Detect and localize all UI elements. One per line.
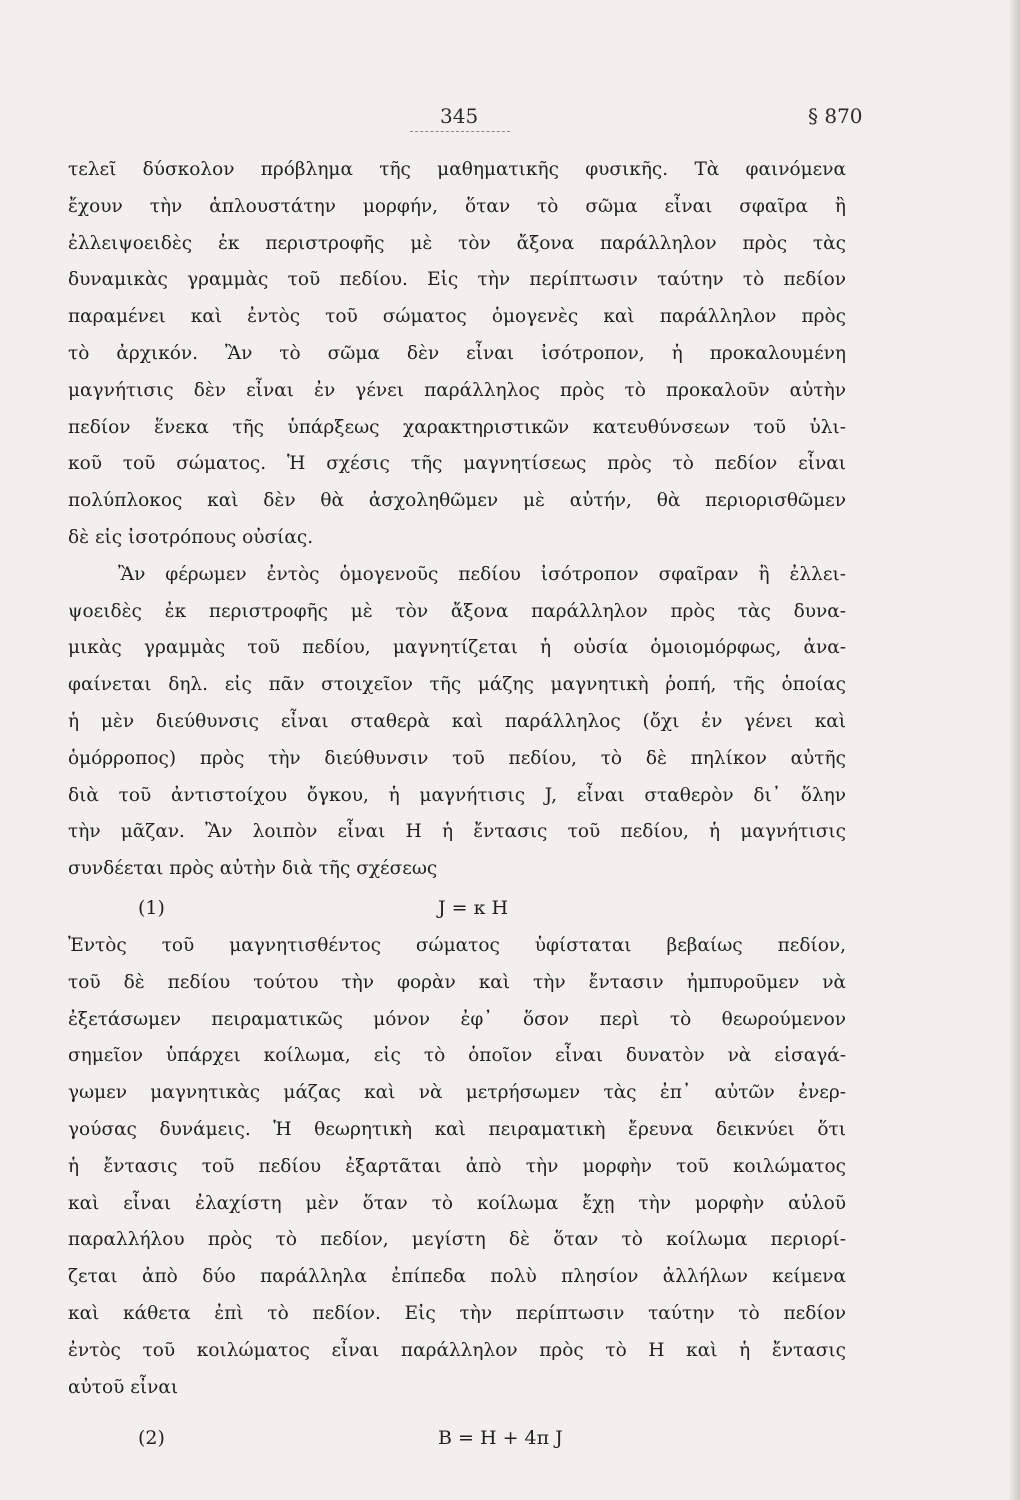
text-line: ἡ ἔντασις τοῦ πεδίου ἐξαρτᾶται ἀπὸ τὴν μορφὴν τοῦ κοιλώματος — [68, 1155, 846, 1177]
text-line: διὰ τοῦ ἀντιστοίχου ὄγκου, ἡ μαγνήτισις J, εἶναι σταθερὸν δι᾽ ὅλην — [68, 784, 846, 806]
text-line: τελεῖ δύσκολον πρόβλημα τῆς μαθηματικῆς φυσικῆς. Τὰ φαινόμενα — [68, 159, 846, 180]
text-line: ἐξετάσωμεν πειραματικῶς μόνον ἐφ᾽ ὅσον περὶ τὸ θεωρούμενον — [68, 1008, 846, 1030]
equation-1 — [68, 888, 846, 928]
equation-expression: B = H + 4π J — [438, 1427, 563, 1450]
text-line: συνδέεται πρὸς αὐτὴν διὰ τῆς σχέσεως — [68, 858, 438, 880]
paragraph-1 — [68, 152, 846, 557]
text-line: τὸ ἀρχικόν. Ἂν τὸ σῶμα δὲν εἶναι ἰσότροπον, ἡ προκαλουμένη — [68, 342, 846, 364]
text-line: σημεῖον ὑπάρχει κοίλωμα, εἰς τὸ ὁποῖον εἶναι δυνατὸν νὰ εἰσαγά- — [68, 1045, 846, 1067]
text-line: γούσας δυνάμεις. Ἡ θεωρητικὴ καὶ πειραματικὴ ἔρευνα δεικνύει ὅτι — [68, 1118, 846, 1140]
paragraph-2 — [68, 557, 846, 888]
body-text — [68, 152, 846, 1458]
text-line: πεδίον ἕνεκα τῆς ὑπάρξεως χαρακτηριστικῶν κατευθύνσεων τοῦ ὑλι- — [68, 416, 846, 438]
equation-expression: J = κ H — [438, 896, 509, 919]
page-number-underline — [410, 131, 510, 132]
page-edge-shadow — [1008, 0, 1020, 1500]
text-line: τοῦ δὲ πεδίου τούτου τὴν φορὰν καὶ τὴν ἔντασιν ἠμπυροῦμεν νὰ — [68, 971, 846, 993]
text-line: παραμένει καὶ ἐντὸς τοῦ σώματος ὁμογενὲς καὶ παράλληλον πρὸς — [68, 306, 846, 328]
paragraph-3 — [68, 928, 846, 1406]
text-line: ζεται ἀπὸ δύο παράλληλα ἐπίπεδα πολὺ πλησίον ἀλλήλων κείμενα — [68, 1266, 846, 1288]
text-line: καὶ κάθετα ἐπὶ τὸ πεδίον. Εἰς τὴν περίπτωσιν ταύτην τὸ πεδίον — [68, 1302, 846, 1324]
text-line: πολύπλοκος καὶ δὲν θὰ ἀσχοληθῶμεν μὲ αὐτήν, θὰ περιορισθῶμεν — [68, 490, 846, 512]
text-line: παραλλήλου πρὸς τὸ πεδίον, μεγίστη δὲ ὅταν τὸ κοίλωμα περιορί- — [68, 1229, 846, 1251]
text-line: γωμεν μαγνητικὰς μάζας καὶ νὰ μετρήσωμεν τὰς ἐπ᾽ αὐτῶν ἐνερ- — [68, 1082, 846, 1104]
text-line: ὁμόρροπος) πρὸς τὴν διεύθυνσιν τοῦ πεδίου, τὸ δὲ πηλίκον αὐτῆς — [68, 747, 846, 769]
text-line: αὐτοῦ εἶναι — [68, 1376, 179, 1398]
page-header — [0, 100, 1020, 140]
text-line: Ἂν φέρωμεν ἐντὸς ὁμογενοῦς πεδίου ἰσότροπον σφαῖραν ἢ ἐλλει- — [118, 563, 846, 585]
text-line: κοῦ τοῦ σώματος. Ἡ σχέσις τῆς μαγνητίσεως πρὸς τὸ πεδίον εἶναι — [68, 453, 846, 475]
equation-number: (2) — [138, 1427, 165, 1450]
section-number: § 870 — [808, 104, 863, 128]
equation-2 — [68, 1418, 846, 1458]
text-line: ἐλλειψοειδὲς ἐκ περιστροφῆς μὲ τὸν ἄξονα παράλληλον πρὸς τὰς — [68, 232, 846, 254]
text-line: δὲ εἰς ἰσοτρόπους οὐσίας. — [68, 526, 314, 548]
text-line: ψοειδὲς ἐκ περιστροφῆς μὲ τὸν ἄξονα παράλληλον πρὸς τὰς δυνα- — [68, 600, 846, 622]
text-line: καὶ εἶναι ἐλαχίστη μὲν ὅταν τὸ κοίλωμα ἔχῃ τὴν μορφὴν αὐλοῦ — [68, 1192, 846, 1214]
text-line: φαίνεται δηλ. εἰς πᾶν στοιχεῖον τῆς μάζης μαγνητικὴ ῥοπή, τῆς ὁποίας — [68, 674, 846, 696]
equation-number: (1) — [138, 896, 165, 919]
text-line: τὴν μᾶζαν. Ἂν λοιπὸν εἶναι H ἡ ἔντασις τοῦ πεδίου, ἡ μαγνήτισις — [68, 821, 846, 843]
text-line: Ἐντὸς τοῦ μαγνητισθέντος σώματος ὑφίσταται βεβαίως πεδίον, — [68, 934, 846, 956]
page-number: 345 — [440, 104, 479, 128]
text-line: δυναμικὰς γραμμὰς τοῦ πεδίου. Εἰς τὴν περίπτωσιν ταύτην τὸ πεδίον — [68, 269, 846, 291]
text-line: μικὰς γραμμὰς τοῦ πεδίου, μαγνητίζεται ἡ οὐσία ὁμοιομόρφως, ἀνα- — [68, 637, 846, 659]
text-line: ἡ μὲν διεύθυνσις εἶναι σταθερὰ καὶ παράλληλος (ὄχι ἐν γένει καὶ — [68, 710, 846, 732]
text-line: ἐντὸς τοῦ κοιλώματος εἶναι παράλληλον πρὸς τὸ H καὶ ἡ ἔντασις — [68, 1339, 846, 1361]
text-line: ἔχουν τὴν ἁπλουστάτην μορφήν, ὅταν τὸ σῶμα εἶναι σφαῖρα ἢ — [68, 195, 846, 217]
text-line: μαγνήτισις δὲν εἶναι ἐν γένει παράλληλος πρὸς τὸ προκαλοῦν αὐτὴν — [68, 379, 846, 401]
